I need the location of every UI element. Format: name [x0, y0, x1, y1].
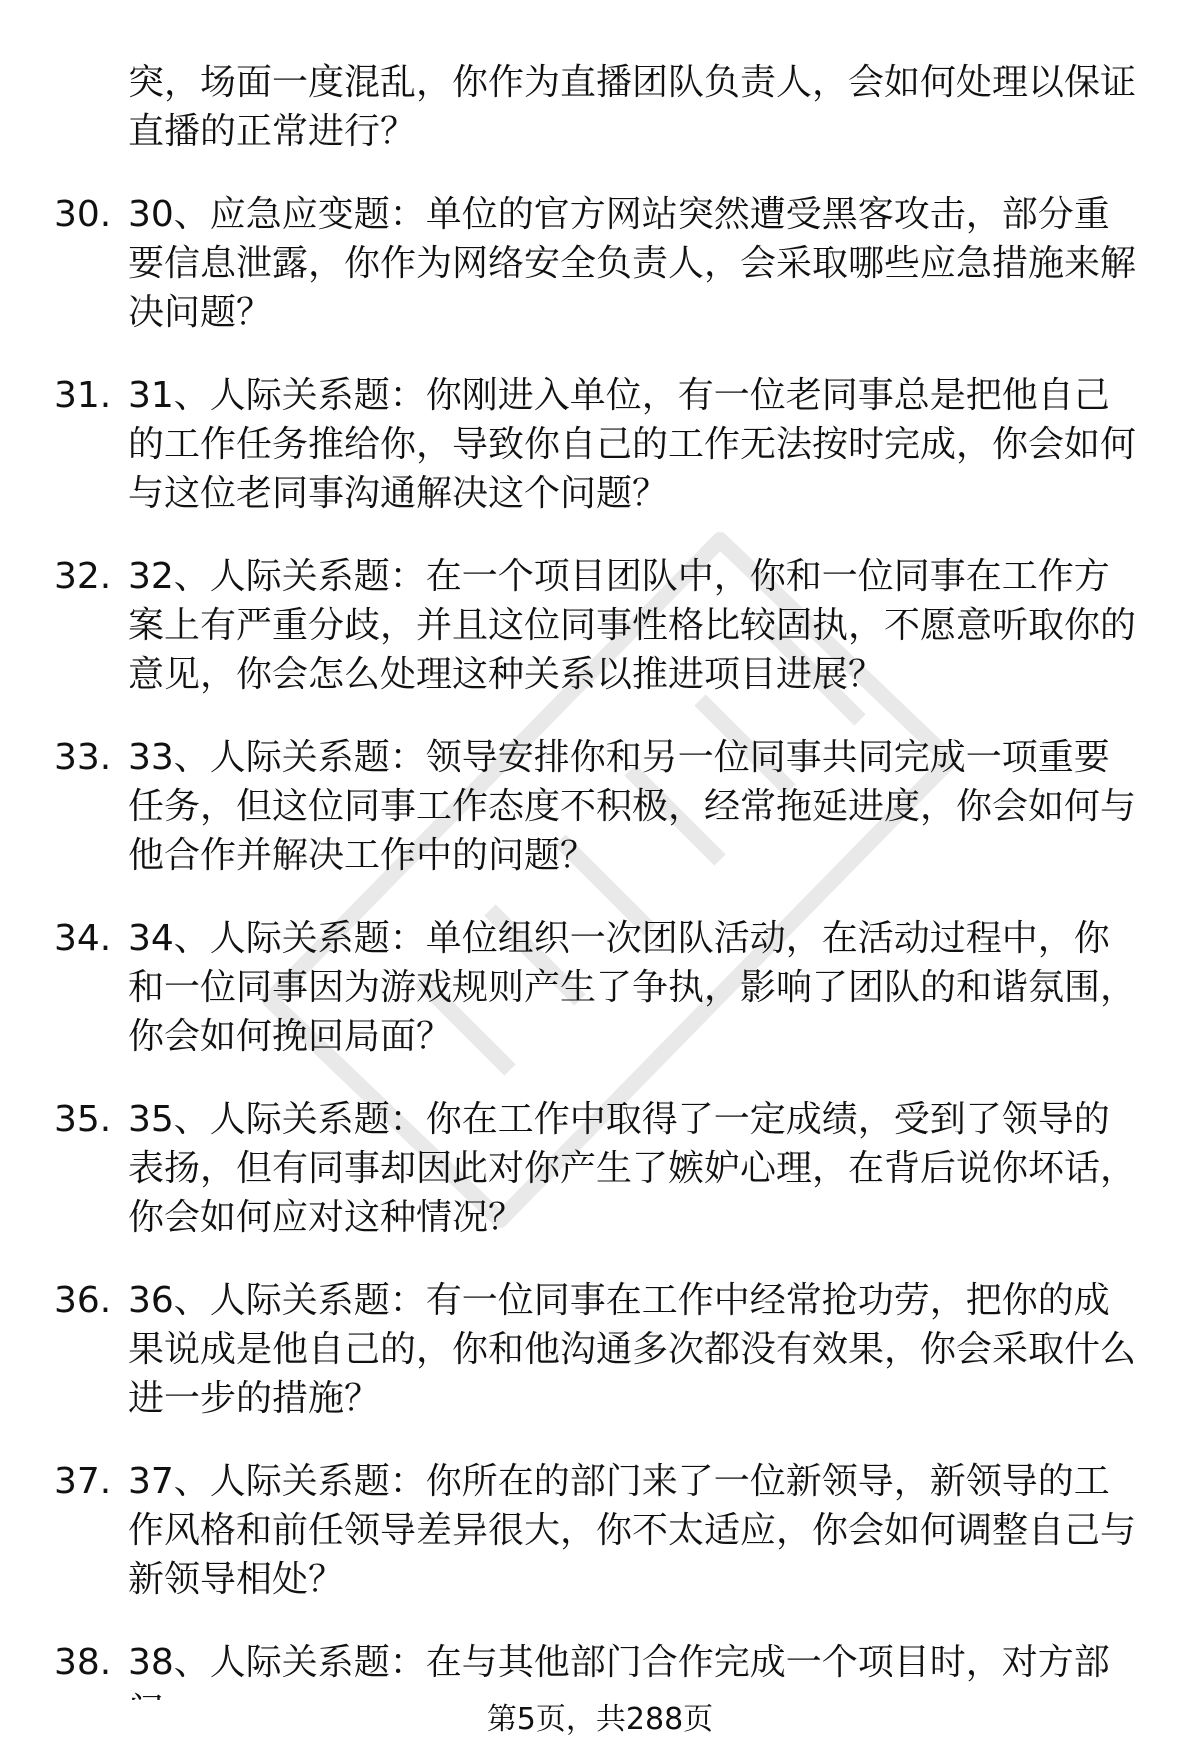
question-item [0, 1095, 1200, 1276]
question-item [0, 733, 1200, 914]
continued-question-text: 突，场面一度混乱，你作为直播团队负责人，会如何处理以保证直播的正常进行？ [128, 62, 1137, 152]
question-item [0, 1638, 1200, 1708]
page-footer: 第5页，共288页 [0, 1700, 1200, 1740]
question-text: 38、人际关系题：在与其他部门合作完成一个项目时，对方部 [128, 1642, 1110, 1683]
question-item [0, 914, 1200, 1095]
question-text: 32、人际关系题：在一个项目团队中，你和一位同事在工作方案上有严重分歧，并且这位同事性格比较固执，不愿意听取你的意见，你会怎么处理这种关系以推进项目进展？ [128, 556, 1137, 695]
question-number: 38. [54, 1642, 112, 1683]
question-number: 34. [54, 918, 112, 959]
question-number: 30. [54, 194, 112, 235]
question-text: 36、人际关系题：有一位同事在工作中经常抢功劳，把你的成果说成是他自己的，你和他沟通多次都没有效果，你会采取什么进一步的措施？ [128, 1280, 1137, 1419]
question-item [0, 371, 1200, 552]
question-item [0, 552, 1200, 733]
question-item [0, 1457, 1200, 1638]
question-number: 32. [54, 556, 112, 597]
question-item [0, 190, 1200, 371]
question-number: 37. [54, 1461, 112, 1502]
question-list [0, 190, 1200, 1708]
question-text: 31、人际关系题：你刚进入单位，有一位老同事总是把他自己的工作任务推给你，导致你自己的工作无法按时完成，你会如何与这位老同事沟通解决这个问题？ [128, 375, 1137, 514]
question-text: 37、人际关系题：你所在的部门来了一位新领导，新领导的工作风格和前任领导差异很大，你不太适应，你会如何调整自己与新领导相处？ [128, 1461, 1137, 1600]
question-number: 33. [54, 737, 112, 778]
question-text: 34、人际关系题：单位组织一次团队活动，在活动过程中，你和一位同事因为游戏规则产生了争执，影响了团队的和谐氛围，你会如何挽回局面？ [128, 918, 1137, 1057]
question-number: 35. [54, 1099, 112, 1140]
question-number: 36. [54, 1280, 112, 1321]
question-text: 35、人际关系题：你在工作中取得了一定成绩，受到了领导的表扬，但有同事却因此对你产生了嫉妒心理，在背后说你坏话，你会如何应对这种情况？ [128, 1099, 1137, 1238]
question-item [0, 1276, 1200, 1457]
question-number: 31. [54, 375, 112, 416]
question-text: 33、人际关系题：领导安排你和另一位同事共同完成一项重要任务，但这位同事工作态度不积极，经常拖延进度，你会如何与他合作并解决工作中的问题？ [128, 737, 1137, 876]
question-text: 30、应急应变题：单位的官方网站突然遭受黑客攻击，部分重要信息泄露，你作为网络安全负责人，会采取哪些应急措施来解决问题？ [128, 194, 1137, 333]
